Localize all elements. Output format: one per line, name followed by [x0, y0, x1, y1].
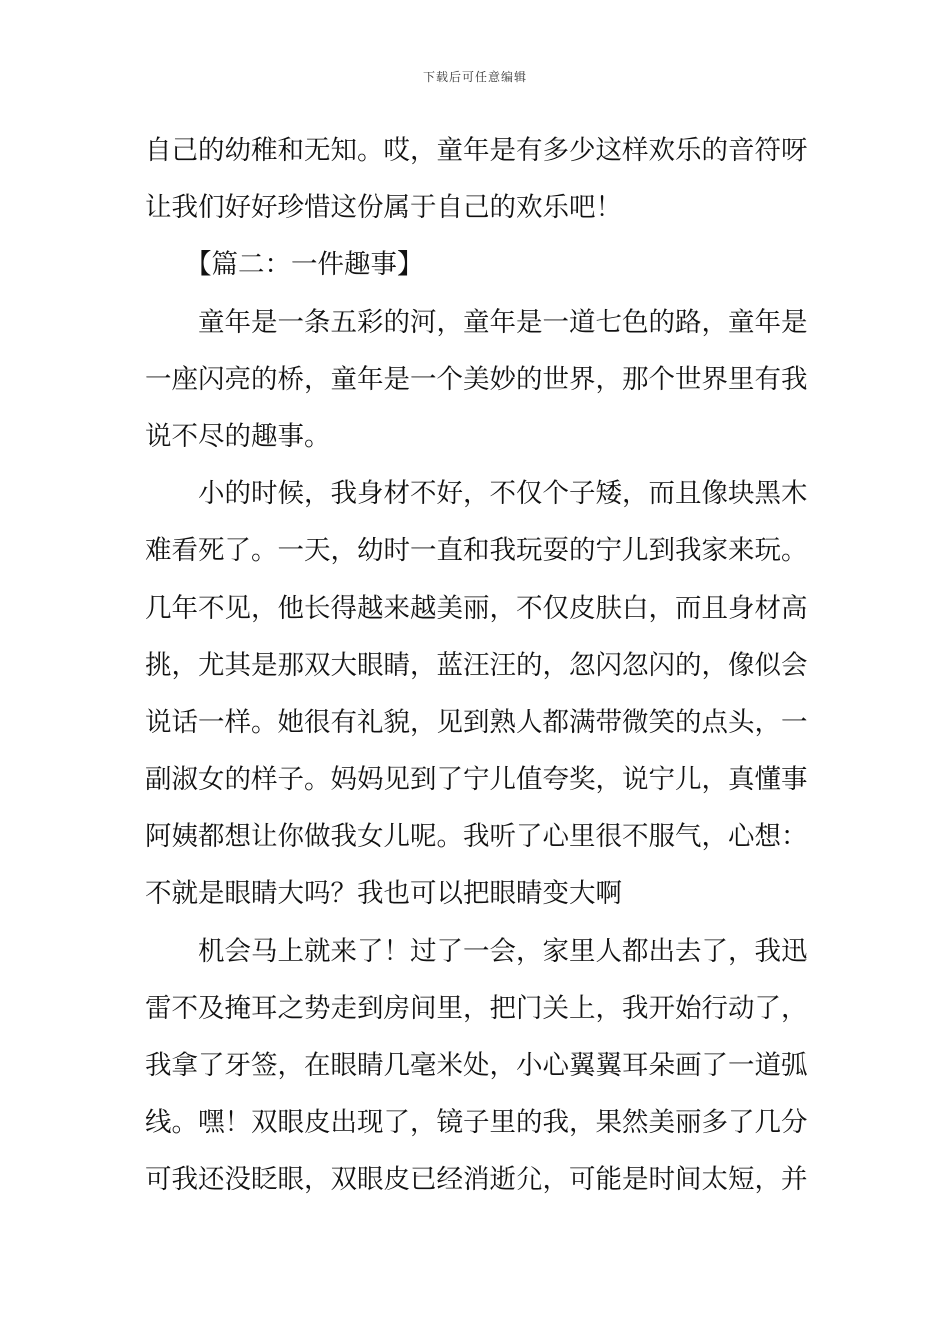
text-line: 难看死了。一天，幼时一直和我玩耍的宁儿到我家来玩。: [145, 535, 808, 567]
text-line: 自己的幼稚和无知。哎，童年是有多少这样欢乐的音符呀: [145, 135, 808, 166]
paragraph-start-line: 机会马上就来了！过了一会，家里人都出去了，我迅: [198, 935, 808, 967]
text-line: 一座闪亮的桥，童年是一个美妙的世界，那个世界里有我: [145, 363, 808, 395]
text-line: 说话一样。她很有礼貌，见到熟人都满带微笑的点头，一: [145, 706, 808, 738]
text-line: 可我还没眨眼，双眼皮已经消逝尣，可能是时间太短，并: [145, 1164, 808, 1196]
text-line: 副淑女的样子。妈妈见到了宁儿值夸奖，说宁儿，真懂事: [145, 764, 808, 796]
document-body: [145, 122, 810, 1209]
text-line: 几年不见，他长得越来越美丽，不仅皮肤白，而且身材高: [145, 592, 808, 624]
text-line: 让我们好好珍惜这份属于自己的欢乐吧！: [145, 192, 622, 224]
paragraph-start-line: 小的时候，我身材不好，不仅个子矮，而且像块黑木: [198, 478, 808, 510]
text-line: 阿姨都想让你做我女儿呢。我听了心里很不服气，心想：: [145, 821, 808, 853]
text-line: 线。嘿！双眼皮出现了，镜子里的我，果然美丽多了几分: [145, 1107, 808, 1139]
page-header: 下载后可任意编辑: [422, 70, 527, 84]
section-heading: 【篇二：一件趣事】: [185, 249, 424, 281]
text-line: 雷不及掩耳之势走到房间里，把门关上，我开始行动了，: [145, 992, 808, 1024]
text-line: 不就是眼睛大吗？我也可以把眼睛变大啊: [145, 878, 622, 910]
text-line: 挑，尤其是那双大眼睛，蓝汪汪的，忽闪忽闪的，像似会: [145, 649, 808, 681]
text-line: 说不尽的趣事。: [145, 420, 331, 452]
text-line: 我拿了牙签，在眼睛几毫米处，小心翼翼耳朵画了一道弧: [145, 1050, 808, 1081]
paragraph-start-line: 童年是一条五彩的河，童年是一道七色的路，童年是: [198, 306, 808, 338]
